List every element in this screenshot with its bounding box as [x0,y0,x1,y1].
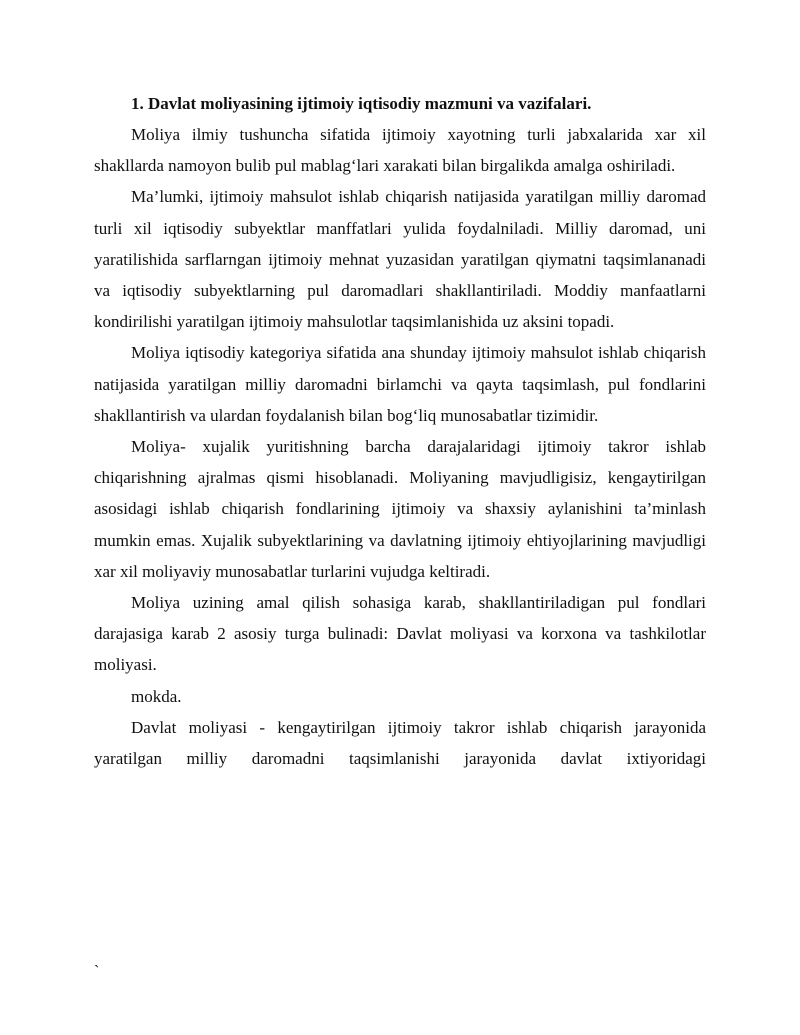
paragraph-3: Moliya iqtisodiy kategoriya sifatida ana shunday ijtimoiy mahsulot ishlab chiqarish natijasida yaratilgan milliy daromadni birlamchi va qayta taqsimlash, pul fondlarini shakllantirish va ulardan foydalanish bilan bog‘liq munosabatlar tizimidir. [94,343,706,425]
footer-mark: ` [94,963,100,980]
paragraph-7: Davlat moliyasi - kengaytirilgan ijtimoiy takror ishlab chiqarish jarayonida yaratilgan milliy daromadni taqsimlanishi jarayonida davlat ixtiyoridagi [94,717,706,769]
document-page [94,88,706,774]
section-heading: 1. Davlat moliyasining ijtimoiy iqtisodiy mazmuni va vazifalari. [131,94,592,113]
paragraph-1: Moliya ilmiy tushuncha sifatida ijtimoiy xayotning turli jabxalarida xar xil shakllarda namoyon bulib pul mablag‘lari xarakati bilan birgalikda amalga oshiriladi. [94,125,706,176]
paragraph-2: Ma’lumki, ijtimoiy mahsulot ishlab chiqarish natijasida yaratilgan milliy daromad turli xil iqtisodiy subyektlar manffatlari yulida foydalniladi. Milliy daromad, uni yaratilishida sarflarngan ijtimoiy mehnat yuzasidan yaratilgan qiymatni taqsimlananadi va iqtisodiy subyektlarning pul daromadlari shakllantiriladi. Moddiy manfaatlarni kondirilishi yaratilgan ijtimoiy mahsulotlar taqsimlanishida uz aksini topadi. [94,187,706,332]
paragraph-5: Moliya uzining amal qilish sohasiga karab, shakllantiriladigan pul fondlari darajasiga karab 2 asosiy turga bulinadi: Davlat moliyasi va korxona va tashkilotlar moliyasi. [94,593,706,675]
paragraph-6: mokda. [131,686,182,706]
paragraph-4: Moliya- xujalik yuritishning barcha darajalaridagi ijtimoiy takror ishlab chiqarishning ajralmas qismi hisoblanadi. Moliyaning mavjudligisiz, kengaytirilgan asosidagi ishlab chiqarish fondlarining ijtimoiy va shaxsiy aylanishini ta’minlash mumkin emas. Xujalik subyektlarining va davlatning ijtimoiy ehtiyojlarining mavjudligi xar xil moliyaviy munosabatlar turlarini vujudga keltiradi. [94,437,706,581]
